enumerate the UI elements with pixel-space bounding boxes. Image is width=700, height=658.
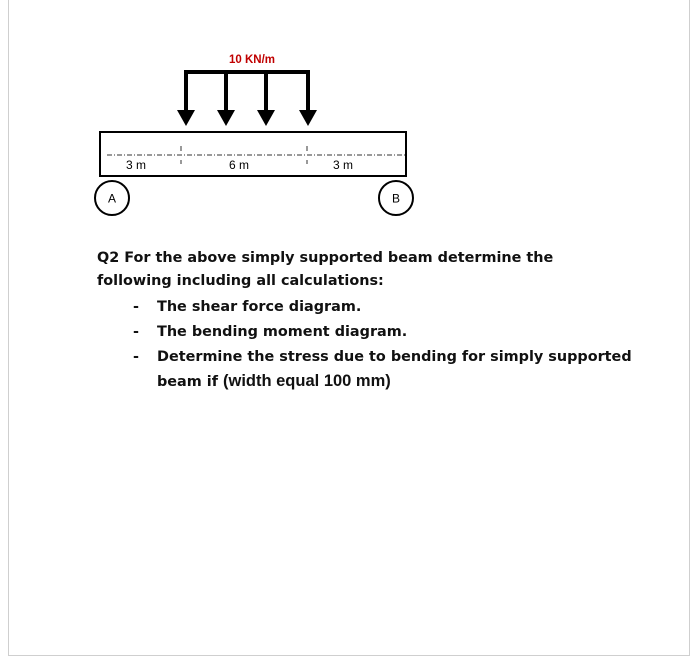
- load-arrow: [177, 72, 195, 126]
- list-item-text: The shear force diagram.: [157, 299, 362, 315]
- load-arrow: [299, 72, 317, 126]
- dimension-label: 6 m: [229, 158, 250, 172]
- bullet-dash: -: [133, 324, 139, 340]
- task-list: [133, 295, 633, 395]
- list-item: [133, 295, 633, 319]
- list-item: [133, 345, 633, 394]
- list-item-text: The bending moment diagram.: [157, 324, 408, 340]
- list-item: [133, 320, 633, 344]
- support-b-label: B: [391, 191, 401, 206]
- dimension-label: 3 m: [126, 158, 147, 172]
- support-a-label: A: [107, 191, 117, 206]
- bullet-dash: -: [133, 299, 139, 315]
- document-page: [8, 0, 690, 656]
- question-text: Q2 For the above simply supported beam determine the following including all calculations:: [97, 250, 554, 289]
- load-arrow: [217, 72, 235, 126]
- beam-diagram: [9, 0, 691, 240]
- load-label: 10 KN/m: [229, 54, 276, 66]
- bullet-dash: -: [133, 349, 139, 365]
- width-condition: (width equal 100 mm): [222, 372, 391, 390]
- list-item-text: Determine the stress due to bending for simply supported beam if: [157, 349, 632, 390]
- dimension-label: 3 m: [333, 158, 354, 172]
- load-arrow: [257, 72, 275, 126]
